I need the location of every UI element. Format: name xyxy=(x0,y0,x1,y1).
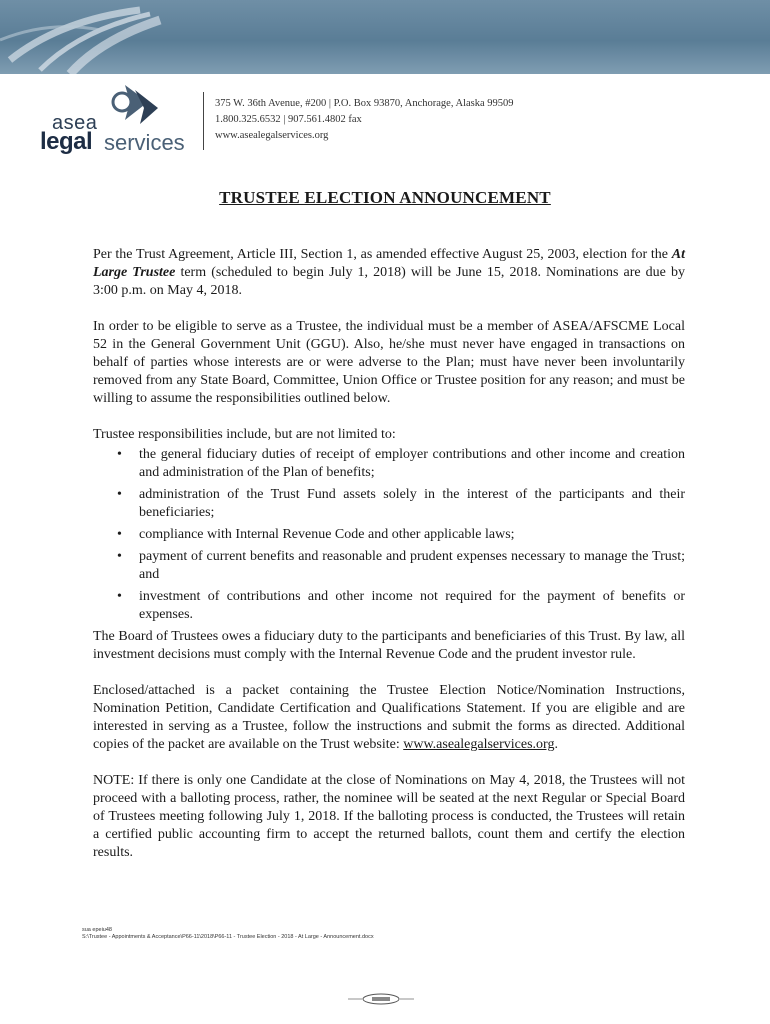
election-paragraph xyxy=(93,246,685,300)
footer-initials: sua epeiu48 xyxy=(82,927,112,933)
document-body xyxy=(93,246,685,862)
logo-word-asea: asea xyxy=(52,112,98,134)
eligibility-paragraph: In order to be eligible to serve as a Trustee, the individual must be a member of ASEA/AFSCME Local 52 in the General Government Unit (GGU). Also, he/she must never have engaged in transactions on behalf of parties whose interests are or were adverse to the Plan; must have never been involuntarily removed from any State Board, Committee, Union Office or Trustee position for any reason; and must be willing to assume the responsibilities outlined below. xyxy=(93,319,685,406)
responsibilities-intro: Trustee responsibilities include, but are not limited to: xyxy=(93,427,396,442)
list-item: • payment of current benefits and reasonable and prudent expenses necessary to manage the Trust; and xyxy=(139,548,685,584)
logo-mark-icon xyxy=(100,80,190,130)
asea-legal-services-logo xyxy=(40,80,200,160)
header-divider xyxy=(203,92,204,150)
packet-paragraph xyxy=(93,682,685,754)
fiduciary-duty-paragraph: The Board of Trustees owes a fiduciary duty to the participants and beneficiaries of this Trust. By law, all investment decisions must comply with the Internal Revenue Code and the prudent investor rule. xyxy=(93,629,685,662)
at-large-trustee-term: At Large Trustee xyxy=(93,247,685,280)
document-title: TRUSTEE ELECTION ANNOUNCEMENT xyxy=(219,188,551,207)
banner-swoosh-graphic xyxy=(0,0,770,74)
logo-word-services: services xyxy=(104,130,185,155)
packet-text: Enclosed/attached is a packet containing the Trustee Election Notice/Nomination Instructions, Nomination Petition, Candidate Certification and Qualifications Statement. If you are eligible and are interested in serving as a Trustee, follow the instructions and submit the forms as directed. Additional copies of the packet are available on the Trust website: xyxy=(93,683,685,752)
trust-website-link[interactable]: www.asealegalservices.org xyxy=(403,737,555,752)
note-paragraph: NOTE: If there is only one Candidate at the close of Nominations on May 4, 2018, the Trustees will not proceed with a balloting process, rather, the nominee will be seated at the next Regular or Special Board of Trustees meeting following July 1, 2018. If the balloting process is conducted, the Trustees will retain a certified public accounting firm to accept the returned ballots, count them and certify the election results. xyxy=(93,773,685,860)
list-item: • administration of the Trust Fund assets solely in the interest of the participants and their beneficiaries; xyxy=(139,486,685,522)
election-text-start: Per the Trust Agreement, Article III, Section 1, as amended effective August 25, 2003, election for the xyxy=(93,247,672,262)
footer-file-path: S:\Trustee - Appointments & Acceptance\P66-11\2018\P66-11 - Trustee Election - 2018 - At Large - Announcement.docx xyxy=(82,934,374,940)
list-item: • the general fiduciary duties of receipt of employer contributions and other income and creation and administration of the Plan of benefits; xyxy=(139,446,685,482)
list-item: • compliance with Internal Revenue Code and other applicable laws; xyxy=(139,526,685,544)
contact-address-block xyxy=(215,96,514,144)
list-item: • investment of contributions and other income not required for the payment of benefits or expenses. xyxy=(139,588,685,624)
logo-word-legal: legal xyxy=(40,128,93,155)
header-banner xyxy=(0,0,770,74)
union-bug-stamp-icon xyxy=(346,992,416,1006)
election-text-end: term (scheduled to begin July 1, 2018) will be June 15, 2018. Nominations are due by 3:00 p.m. on May 4, 2018. xyxy=(93,265,685,298)
file-path-footer xyxy=(82,927,374,941)
phone-line: 1.800.325.6532 | 907.561.4802 fax xyxy=(215,114,362,125)
responsibilities-list xyxy=(93,446,685,624)
address-line: 375 W. 36th Avenue, #200 | P.O. Box 93870, Anchorage, Alaska 99509 xyxy=(215,98,514,109)
packet-text-end: . xyxy=(554,737,558,752)
website-line[interactable]: www.asealegalservices.org xyxy=(215,130,329,141)
